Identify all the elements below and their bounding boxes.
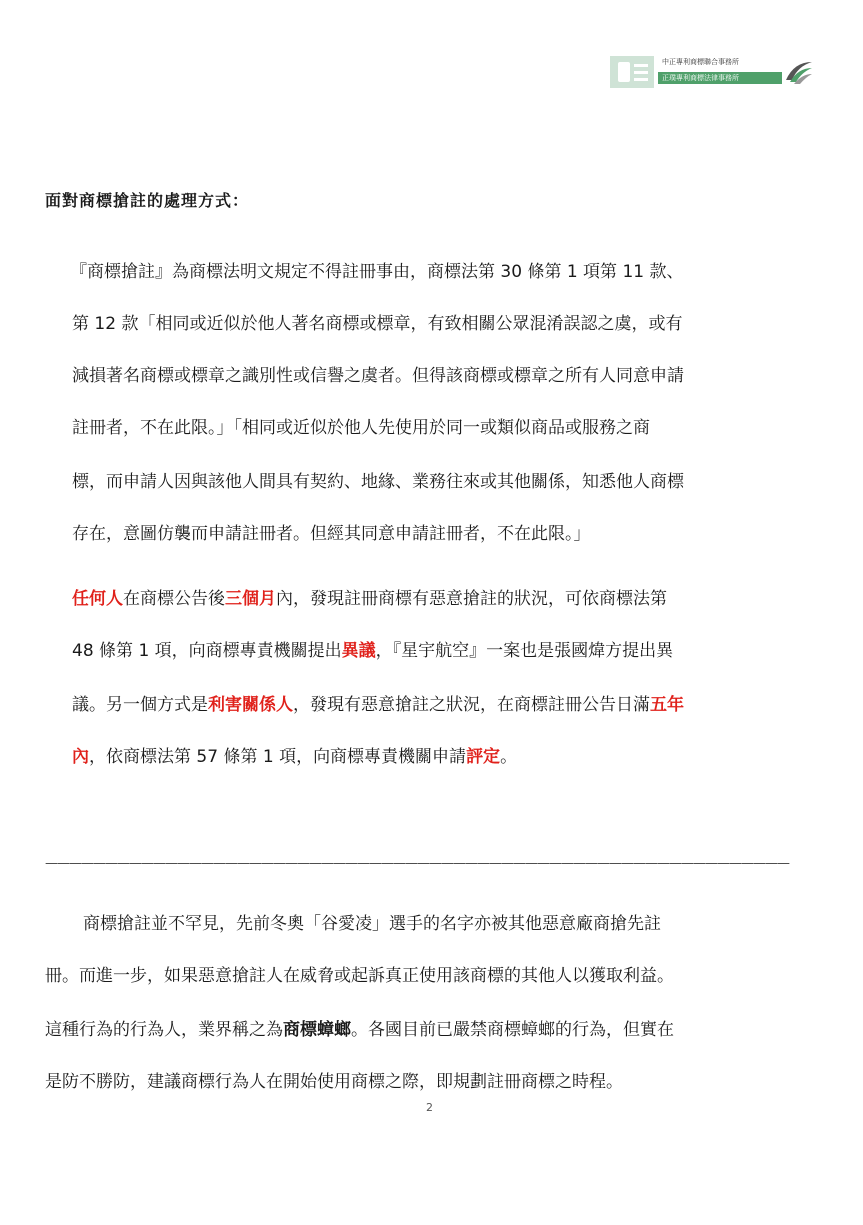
text-span: ，依商標法第 57 條第 1 項，向商標專責機關申請 bbox=[89, 747, 467, 767]
text-span: 議。另一個方式是 bbox=[72, 695, 208, 715]
text-line bbox=[45, 1015, 674, 1040]
text-span: 內，發現註冊商標有惡意搶註的狀況，可依商標法第 bbox=[276, 589, 667, 609]
text-span: ，『星宇航空』一案也是張國煒方提出異 bbox=[375, 641, 674, 661]
text-span: 這種行為的行為人，業界稱之為 bbox=[45, 1020, 283, 1040]
logo-swoosh-icon bbox=[784, 58, 814, 86]
section-heading: 面對商標搶註的處理方式： bbox=[45, 191, 250, 210]
section-divider: —————————————————————————————————————————————————————————————— bbox=[45, 856, 789, 871]
text-line: 『商標搶註』為商標法明文規定不得註冊事由，商標法第 30 條第 1 項第 11 款、 bbox=[70, 262, 684, 282]
highlight-interested-party: 利害關係人 bbox=[208, 695, 293, 715]
logo-firm-name-2-band bbox=[658, 72, 782, 84]
highlight-five-years: 五年 bbox=[650, 695, 684, 715]
text-span: 。 bbox=[500, 747, 518, 767]
text-line bbox=[72, 636, 673, 661]
text-line bbox=[72, 584, 667, 609]
text-line: 是防不勝防，建議商標行為人在開始使用商標之際，即規劃註冊商標之時程。 bbox=[45, 1072, 623, 1092]
highlight-opposition: 異議 bbox=[341, 641, 376, 661]
text-line: 冊。而進一步，如果惡意搶註人在威脅或起訴真正使用該商標的其他人以獲取利益。 bbox=[45, 966, 674, 986]
text-line bbox=[72, 742, 517, 767]
text-line: 標，而申請人因與該他人間具有契約、地緣、業務往來或其他關係，知悉他人商標 bbox=[72, 472, 684, 492]
text-span: ，發現有惡意搶註之狀況，在商標註冊公告日滿 bbox=[293, 695, 650, 715]
text-line: 商標搶註並不罕見，先前冬奧「谷愛凌」選手的名字亦被其他惡意廠商搶先註 bbox=[66, 914, 661, 934]
logo-firm-name-1: 中正專利商標聯合事務所 bbox=[662, 58, 739, 66]
text-span: 。各國目前已嚴禁商標蟑螂的行為，但實在 bbox=[351, 1020, 674, 1040]
text-span: 48 條第 1 項，向商標專責機關提出 bbox=[72, 641, 342, 661]
logo-firm-name-2: 正璞專利商標法律事務所 bbox=[662, 74, 739, 82]
highlight-three-months: 三個月 bbox=[225, 589, 276, 609]
highlight-anyone: 任何人 bbox=[72, 589, 123, 609]
text-line: 註冊者，不在此限。」「相同或近似於他人先使用於同一或類似商品或服務之商 bbox=[72, 418, 650, 438]
text-line: 第 12 款「相同或近似於他人著名商標或標章，有致相關公眾混淆誤認之虞，或有 bbox=[72, 314, 683, 334]
firm-logo bbox=[610, 56, 814, 88]
highlight-within: 內 bbox=[72, 747, 89, 767]
bold-trademark-troll: 商標蟑螂 bbox=[283, 1020, 351, 1040]
text-line bbox=[72, 690, 684, 715]
logo-emblem bbox=[610, 56, 654, 88]
highlight-invalidation: 評定 bbox=[466, 747, 501, 767]
text-line: 減損著名商標或標章之識別性或信譽之虞者。但得該商標或標章之所有人同意申請 bbox=[72, 366, 684, 386]
text-line: 存在，意圖仿襲而申請註冊者。但經其同意申請註冊者，不在此限。」 bbox=[72, 524, 591, 544]
text-span: 在商標公告後 bbox=[123, 589, 225, 609]
page-number: 2 bbox=[426, 1101, 433, 1114]
